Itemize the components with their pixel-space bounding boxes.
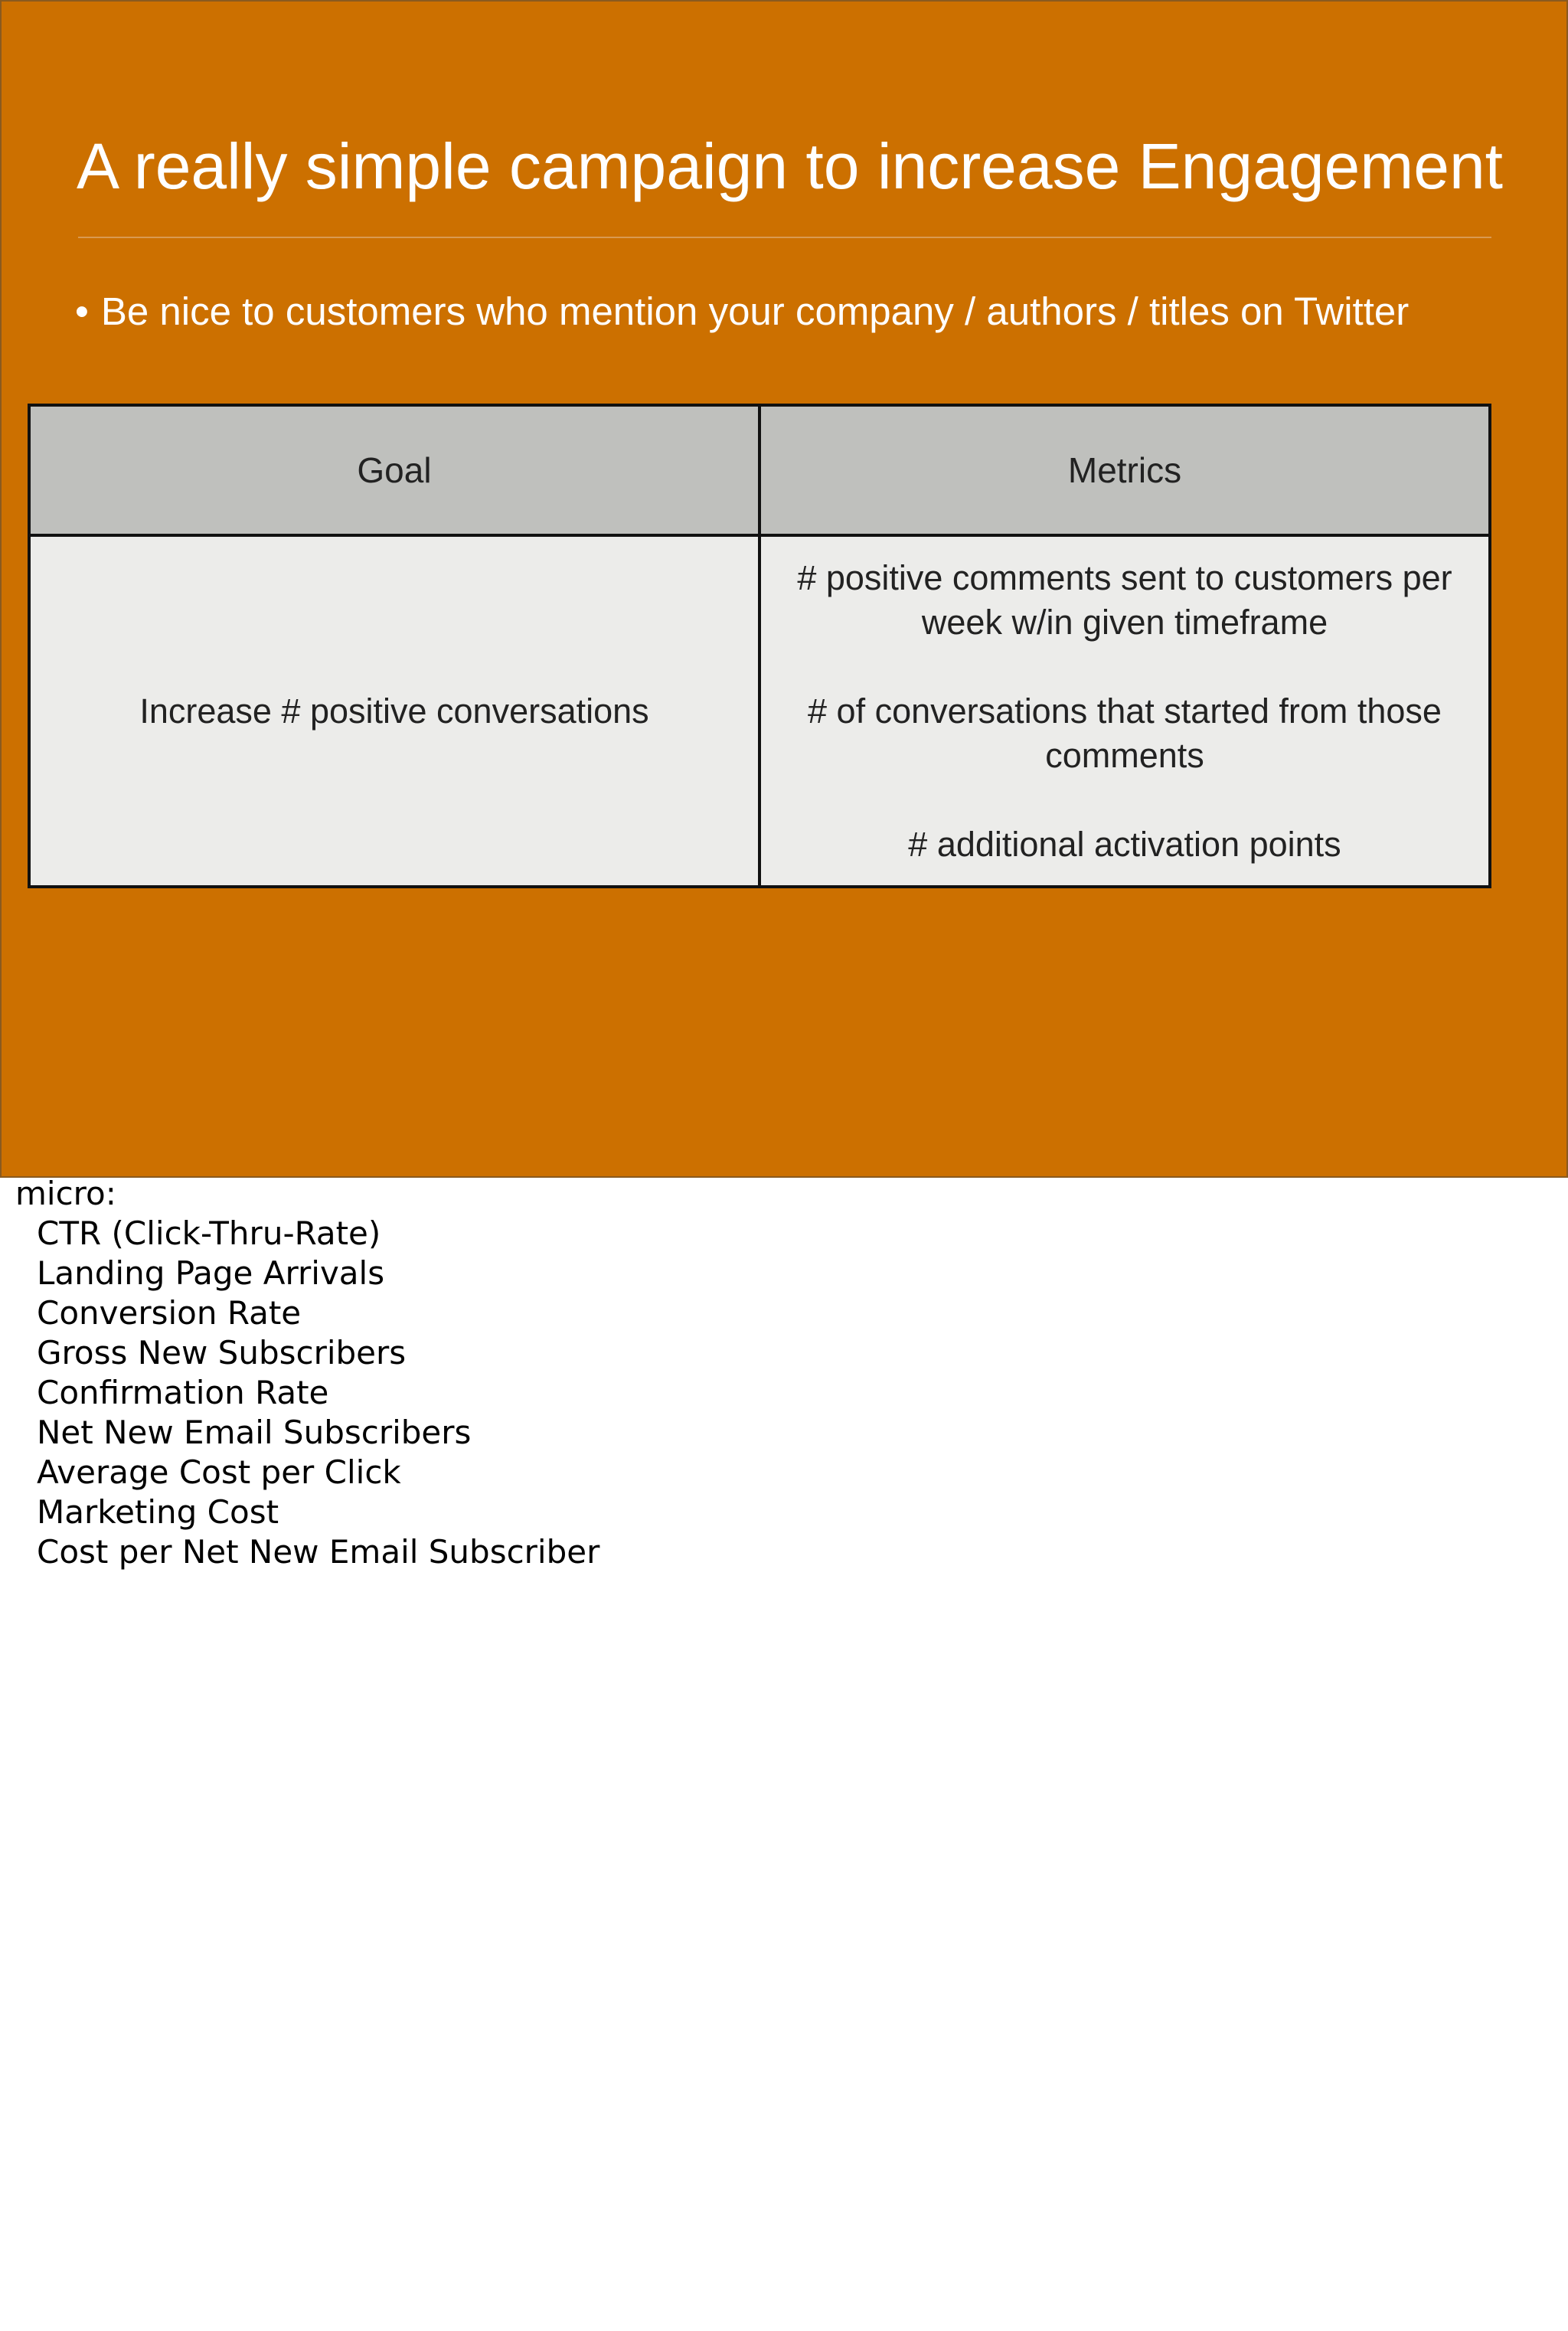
metric-line: comments bbox=[1045, 735, 1204, 775]
list-item: Net New Email Subscribers bbox=[37, 1414, 472, 1451]
slide-title: A really simple campaign to increase Engagement bbox=[77, 130, 1504, 202]
table-row bbox=[29, 535, 1490, 887]
list-item: Marketing Cost bbox=[37, 1493, 279, 1531]
notes-heading: micro: bbox=[15, 1175, 116, 1212]
metrics-header: Metrics bbox=[760, 405, 1490, 535]
bullet-dot-icon: • bbox=[75, 289, 89, 333]
list-item: Confirmation Rate bbox=[37, 1374, 329, 1411]
notes-list bbox=[15, 1214, 599, 1572]
bullet-item bbox=[75, 285, 1409, 338]
list-item: Gross New Subscribers bbox=[37, 1334, 407, 1371]
list-item: Average Cost per Click bbox=[37, 1453, 401, 1491]
title-divider bbox=[78, 237, 1491, 238]
goal-cell: Increase # positive conversations bbox=[29, 535, 760, 887]
list-item: Landing Page Arrivals bbox=[37, 1254, 385, 1292]
metrics-cell bbox=[760, 535, 1490, 887]
goal-metrics-table bbox=[28, 404, 1491, 888]
goal-header: Goal bbox=[29, 405, 760, 535]
bullet-list bbox=[75, 285, 1409, 338]
table-header-row bbox=[29, 405, 1490, 535]
speaker-notes bbox=[15, 1174, 599, 1572]
metric-line: # additional activation points bbox=[908, 824, 1341, 864]
list-item: CTR (Click-Thru-Rate) bbox=[37, 1215, 381, 1252]
list-item: Cost per Net New Email Subscriber bbox=[37, 1533, 600, 1571]
metric-spacer bbox=[779, 778, 1470, 822]
list-item: Conversion Rate bbox=[37, 1294, 302, 1332]
bullet-text: Be nice to customers who mention your company / authors / titles on Twitter bbox=[100, 289, 1410, 333]
metric-spacer bbox=[779, 645, 1470, 689]
metric-line: # of conversations that started from those bbox=[808, 691, 1442, 731]
metric-line: week w/in given timeframe bbox=[921, 602, 1328, 642]
metric-line: # positive comments sent to customers per bbox=[797, 557, 1452, 597]
